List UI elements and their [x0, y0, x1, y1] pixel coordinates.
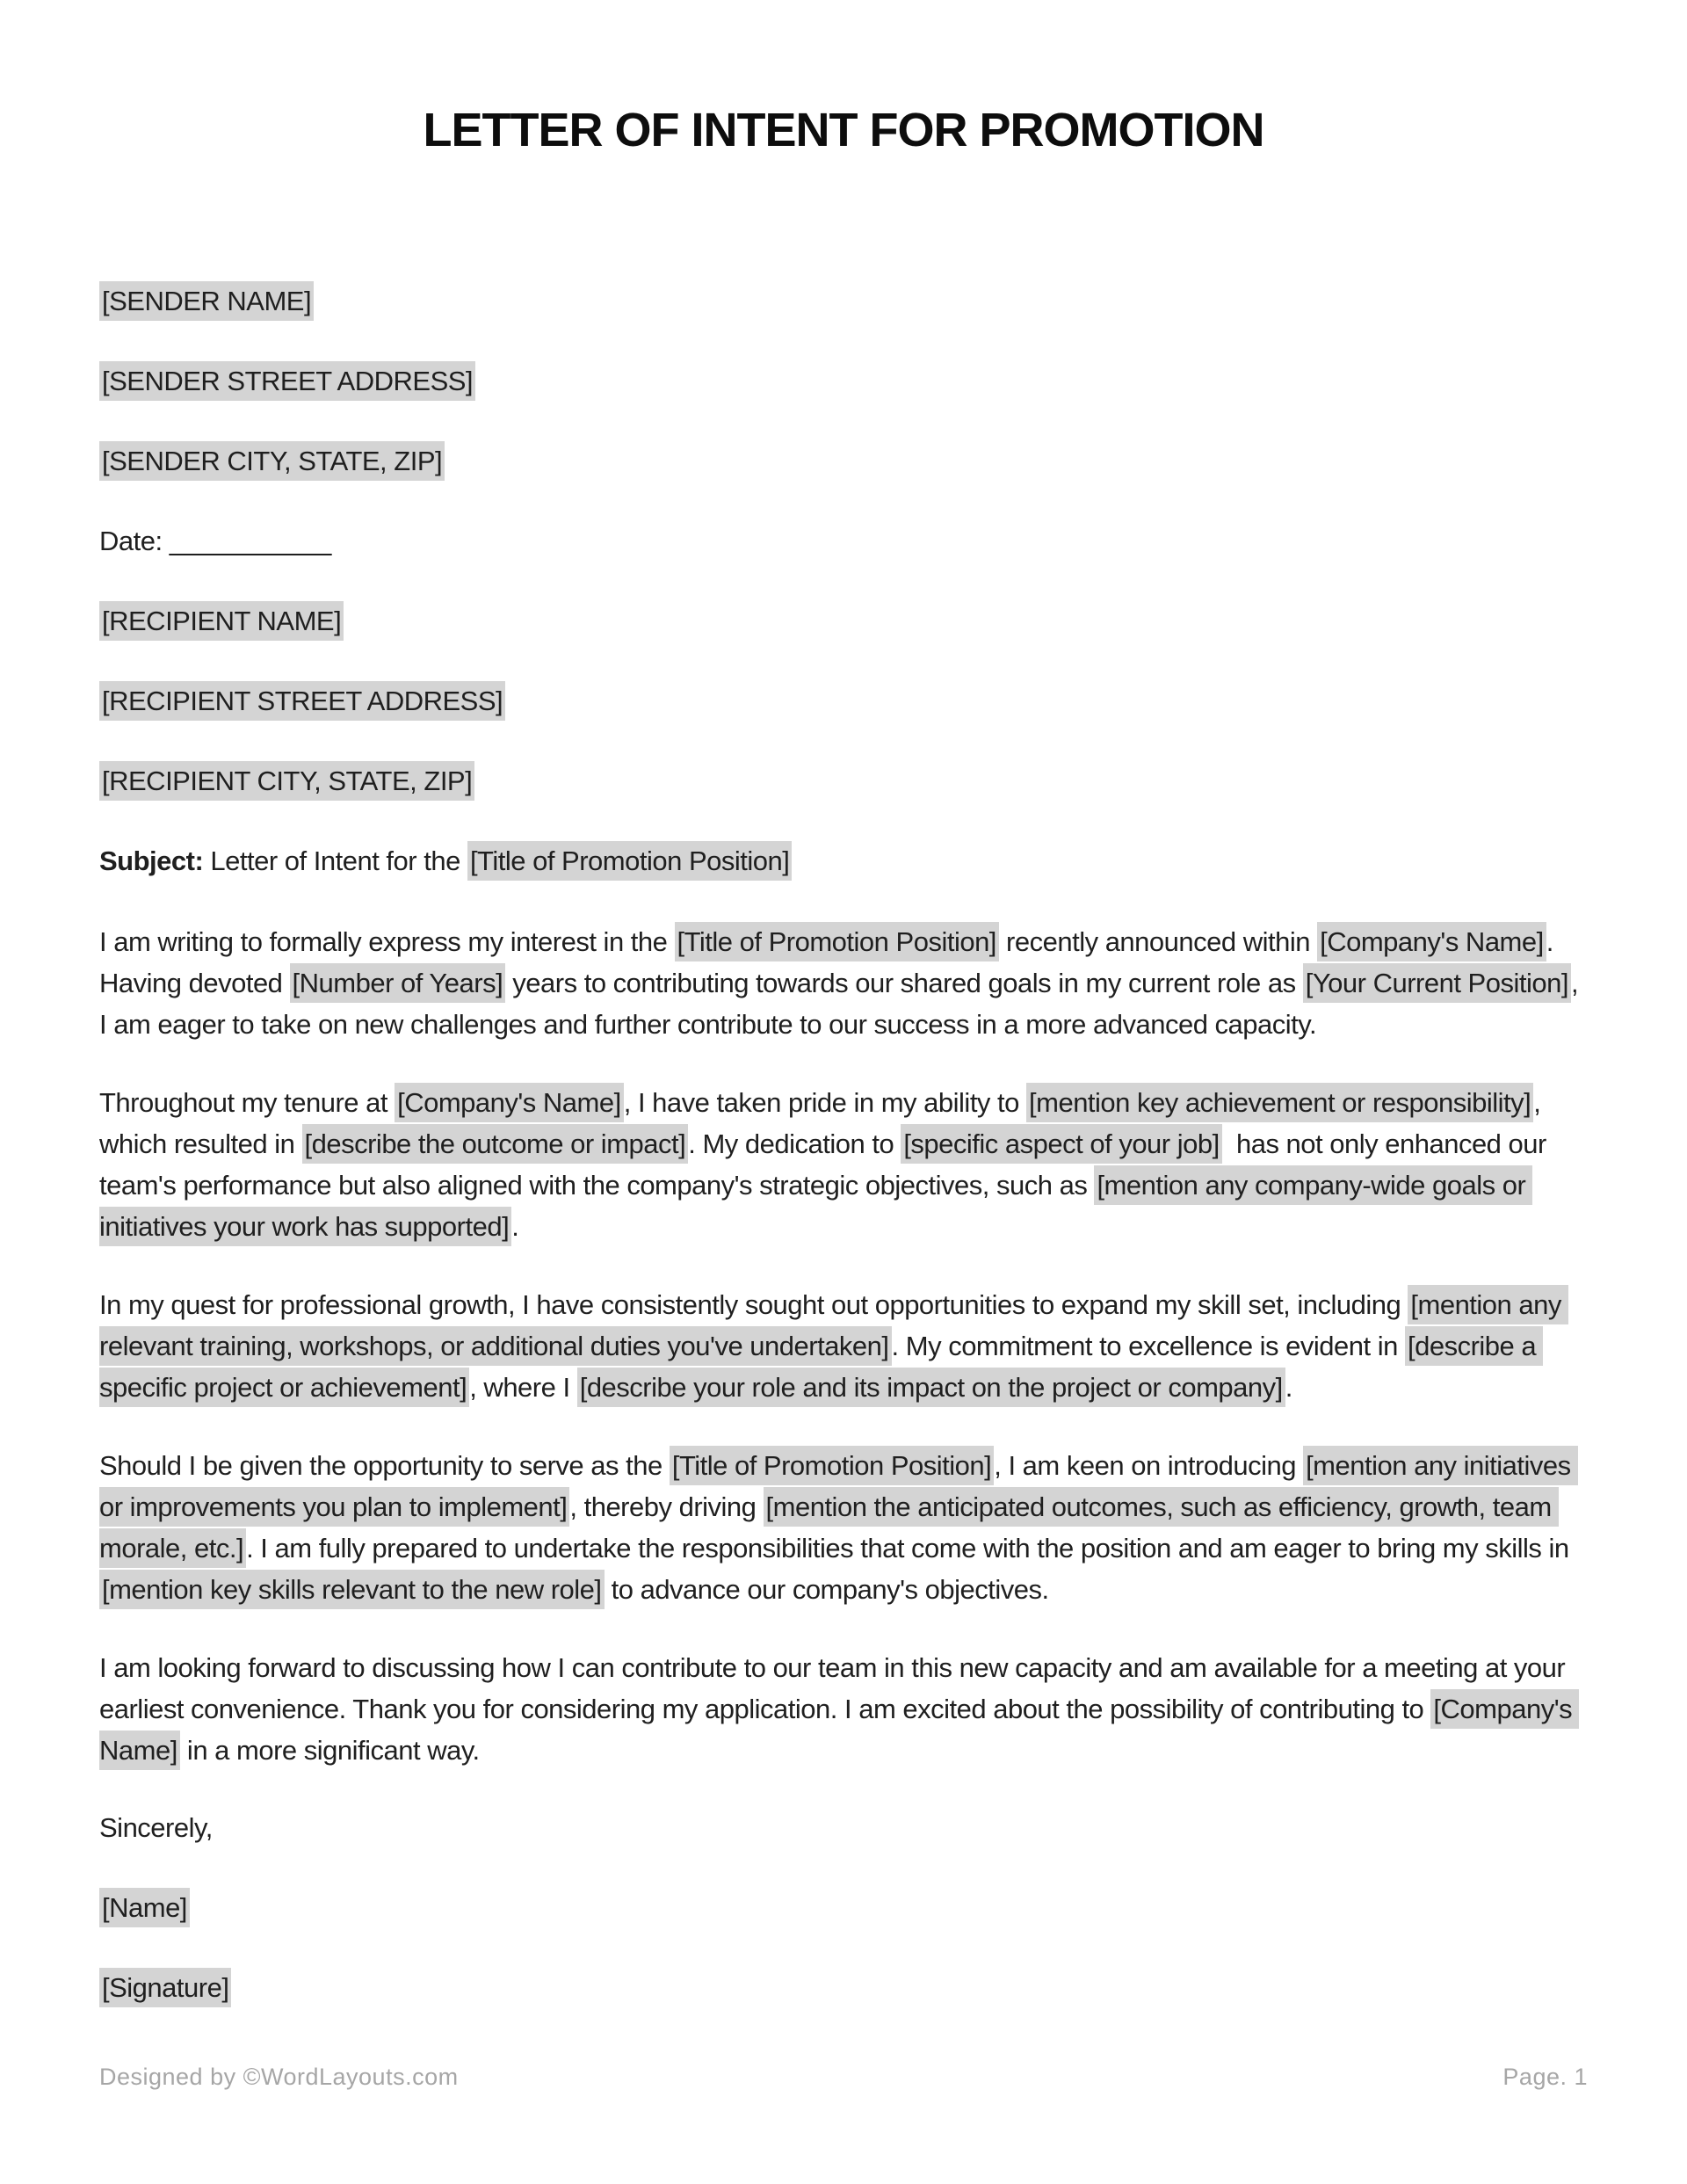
placeholder-field: [RECIPIENT STREET ADDRESS] — [99, 681, 505, 721]
letter-line — [99, 841, 1588, 881]
placeholder-field: [mention any company-wide goals or initiatives your work has supported] — [99, 1165, 1532, 1246]
letter-line — [99, 1808, 1588, 1847]
text-run: Throughout my tenure at — [99, 1087, 395, 1118]
letter-line — [99, 761, 1588, 801]
letter-line — [99, 681, 1588, 721]
placeholder-field: [SENDER NAME] — [99, 281, 314, 321]
text-run: . — [1285, 1372, 1292, 1403]
placeholder-field: [SENDER CITY, STATE, ZIP] — [99, 441, 445, 481]
text-run: I am writing to formally express my interest in the — [99, 926, 675, 957]
placeholder-field: [Number of Years] — [290, 963, 506, 1003]
footer-credit: Designed by ©WordLayouts.com — [99, 2064, 459, 2090]
text-run: Sincerely, — [99, 1812, 213, 1843]
text-run: In my quest for professional growth, I have consistently sought out opportunities to expand my skill set, including — [99, 1289, 1408, 1320]
placeholder-field: [Company's Name] — [395, 1083, 624, 1122]
placeholder-field: [Title of Promotion Position] — [675, 922, 999, 961]
placeholder-field: [Signature] — [99, 1968, 231, 2007]
placeholder-field: [specific aspect of your job] — [901, 1124, 1221, 1164]
placeholder-field: [mention key achievement or responsibility] — [1026, 1083, 1533, 1122]
placeholder-field: [mention key skills relevant to the new role] — [99, 1570, 605, 1609]
letter-line — [99, 1888, 1588, 1927]
letter-line — [99, 361, 1588, 401]
text-run: , which resulted in — [99, 1087, 1548, 1159]
letter-line — [99, 1968, 1588, 2007]
letter-paragraph — [99, 921, 1588, 1045]
placeholder-field: [mention any initiatives or improvements you plan to implement] — [99, 1446, 1578, 1527]
text-run: recently announced within — [998, 926, 1318, 957]
text-run: . Having devoted — [99, 926, 1560, 998]
placeholder-field: [SENDER STREET ADDRESS] — [99, 361, 475, 401]
footer-page-number: Page. 1 — [1502, 2064, 1588, 2090]
text-run: . My commitment to excellence is evident in — [891, 1331, 1405, 1361]
letter-paragraph — [99, 1082, 1588, 1247]
letter-line — [99, 281, 1588, 321]
letter-paragraph — [99, 1647, 1588, 1771]
text-run: in a more significant way. — [179, 1735, 480, 1766]
text-run: , I am keen on introducing — [994, 1450, 1304, 1481]
text-run: to advance our company's objectives. — [604, 1574, 1049, 1605]
text-run: years to contributing towards our shared goals in my current role as — [505, 968, 1303, 998]
placeholder-field: [Company's Name] — [99, 1689, 1579, 1770]
text-run: , I am eager to take on new challenges and further contribute to our success in a more advanced capacity. — [99, 968, 1586, 1040]
text-run: has not only enhanced our team's performance but also aligned with the company's strategic objectives, such as — [99, 1128, 1553, 1201]
text-run: , I have taken pride in my ability to — [623, 1087, 1027, 1118]
text-run: . — [511, 1211, 519, 1242]
placeholder-field: [Name] — [99, 1888, 190, 1927]
text-run: I am looking forward to discussing how I can contribute to our team in this new capacity and am available for a meeting at your earliest convenience. Thank you for considering my application. I am excited about the possibility of contributing to — [99, 1652, 1573, 1724]
text-run: Should I be given the opportunity to serve as the — [99, 1450, 670, 1481]
document-title: LETTER OF INTENT FOR PROMOTION — [423, 104, 1264, 156]
placeholder-field: [RECIPIENT NAME] — [99, 601, 344, 641]
subject-label: Subject: — [99, 845, 204, 876]
placeholder-field: [RECIPIENT CITY, STATE, ZIP] — [99, 761, 474, 801]
placeholder-field: [describe a specific project or achievement] — [99, 1326, 1543, 1407]
text-run: Letter of Intent for the — [203, 845, 467, 876]
letter-line — [99, 521, 1588, 561]
text-run: Date: ___________ — [99, 526, 331, 556]
placeholder-field: [describe the outcome or impact] — [302, 1124, 689, 1164]
placeholder-field: [Company's Name] — [1317, 922, 1546, 961]
letter-body — [99, 281, 1588, 2007]
letter-line — [99, 601, 1588, 641]
text-run: . I am fully prepared to undertake the responsibilities that come with the position and am eager to bring my skills in — [246, 1533, 1576, 1564]
placeholder-field: [mention any relevant training, workshops, or additional duties you've undertaken] — [99, 1285, 1568, 1366]
placeholder-field: [Title of Promotion Position] — [467, 841, 792, 881]
text-run: , thereby driving — [569, 1491, 764, 1522]
letter-paragraph — [99, 1445, 1588, 1610]
text-run: , where I — [469, 1372, 577, 1403]
placeholder-field: [mention the anticipated outcomes, such as efficiency, growth, team morale, etc.] — [99, 1487, 1559, 1568]
text-run: . My dedication to — [688, 1128, 901, 1159]
placeholder-field: [describe your role and its impact on the project or company] — [577, 1368, 1285, 1407]
letter-paragraph — [99, 1284, 1588, 1408]
placeholder-field: [Title of Promotion Position] — [670, 1446, 994, 1485]
letter-line — [99, 441, 1588, 481]
placeholder-field: [Your Current Position] — [1303, 963, 1571, 1003]
page-footer — [99, 2064, 1588, 2091]
